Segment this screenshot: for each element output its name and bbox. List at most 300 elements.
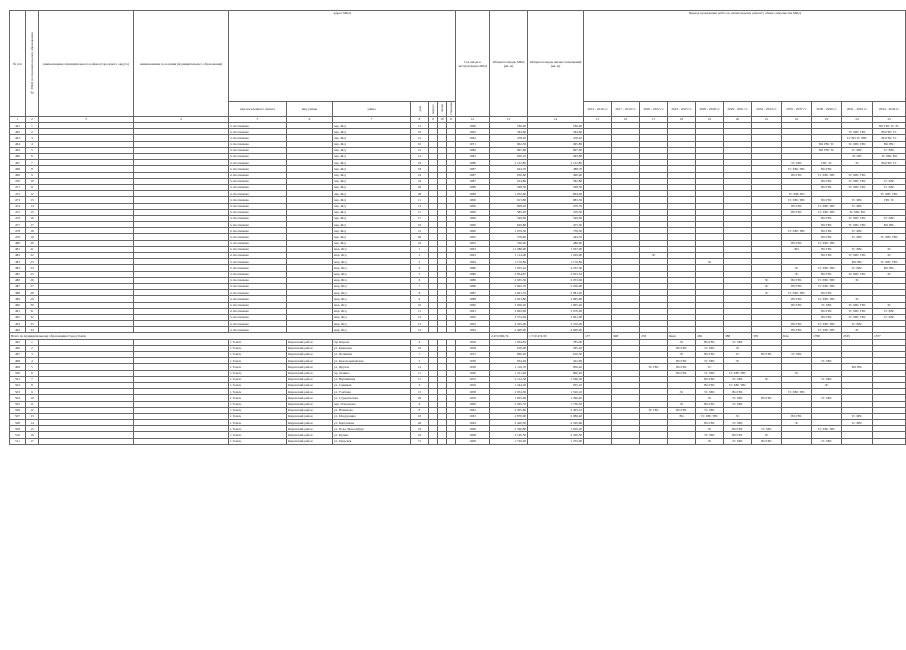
row-period-work: ВО ГВС	[752, 438, 782, 444]
section-total-area: 2 474 900,74	[490, 333, 528, 339]
row-locality: г. Томск	[229, 364, 287, 370]
row-total-area: 2 623,80	[490, 296, 528, 302]
row-period-work: ТС ХВС	[812, 302, 842, 308]
row-street: пер. Ж/д	[333, 191, 411, 197]
row-house: 10	[411, 413, 429, 419]
row-total-area: 2 601,55	[490, 290, 528, 296]
row-year: 1952	[456, 376, 490, 382]
header-settlement: наименование поселения (муниципального образования)	[134, 11, 229, 117]
row-street: пер. Ж/д	[333, 172, 411, 178]
row-house: 2	[411, 253, 429, 259]
row-house: 11	[411, 370, 429, 376]
row-street: ул. Фрунзе	[333, 364, 411, 370]
row-street: ул. Карташова	[333, 420, 411, 426]
row-locality: г. Томск	[229, 352, 287, 358]
row-year: 1986	[456, 283, 490, 289]
section-period-count: 177	[584, 333, 612, 339]
row-period-work: ЭС	[782, 265, 812, 271]
row-period-work: ЭС	[842, 296, 873, 302]
row-period-work: ТС ХВС ТВС	[782, 389, 812, 395]
row-locality: п. Колпашево	[229, 166, 287, 172]
row-street: ул. Красноармейская	[333, 358, 411, 364]
row-locality: п. Колпашево	[229, 147, 287, 153]
row-locality: п. Колпашево	[229, 135, 287, 141]
row-house: 18	[411, 166, 429, 172]
row-period-work: ТС ХВС ТВС	[696, 413, 724, 419]
row-year: 1987	[456, 172, 490, 178]
row-locality: п. Колпашево	[229, 209, 287, 215]
row-number: 491	[10, 308, 26, 314]
row-total-area: 3 420,30	[490, 420, 528, 426]
row-total-area: 2 560,80	[490, 426, 528, 432]
row-period-work: ЭС	[640, 253, 668, 259]
row-period-work: ЭС	[873, 253, 906, 259]
header-period-11: 2044 - 2046 гг.	[873, 102, 906, 117]
row-street: мкр. Ж/д	[333, 271, 411, 277]
row-total-area: 913,80	[490, 197, 528, 203]
row-number: 510	[10, 432, 26, 438]
row-living-area: 470,30	[528, 209, 584, 215]
row-period-work: ЭС	[752, 376, 782, 382]
row-structure	[447, 438, 456, 444]
row-period-work: ТС ХВС	[696, 432, 724, 438]
row-total-area: 1 170,80	[490, 259, 528, 265]
row-period-work: ВО ГВС	[812, 253, 842, 259]
row-year: 1960	[456, 401, 490, 407]
row-locality: п. Колпашево	[229, 240, 287, 246]
row-period-work: ТС ХВС	[696, 358, 724, 364]
row-street: пер. Плеханова	[333, 401, 411, 407]
row-period-work	[782, 438, 812, 444]
row-living-area: 496,90	[528, 172, 584, 178]
row-total-area: 2 834,87	[490, 271, 528, 277]
row-year: 1986	[456, 271, 490, 277]
row-number: 498	[10, 358, 26, 364]
row-total-area: 3 205,80	[490, 407, 528, 413]
column-index-cell: 8	[411, 117, 429, 123]
row-year: 1963	[456, 413, 490, 419]
row-year: 1959	[456, 395, 490, 401]
row-locality: п. Колпашево	[229, 228, 287, 234]
row-year: 1994	[456, 327, 490, 333]
row-period-work: ВО ГВС	[812, 215, 842, 221]
row-period-work: ВО ГВС	[752, 395, 782, 401]
row-street: ул. Студенческая	[333, 395, 411, 401]
row-period-work: ТС ХВС ТВС	[842, 184, 873, 190]
row-year: 1989	[456, 191, 490, 197]
row-living-area: 1 566,30	[528, 376, 584, 382]
row-number: 482	[10, 253, 26, 259]
row-number: 483	[10, 259, 26, 265]
row-total-area: 2 112,50	[490, 376, 528, 382]
row-period-work: ТС ХВС ВО	[873, 154, 906, 160]
row-living-area: 478,20	[528, 135, 584, 141]
row-period-work: ТС ХВС ТВС	[812, 265, 842, 271]
row-number: 461	[10, 123, 26, 129]
row-house: 13	[411, 321, 429, 327]
row-period-work: ВО ГВС	[782, 209, 812, 215]
row-total-area: 644,70	[490, 166, 528, 172]
row-street-type: Кировский район	[287, 370, 333, 376]
row-number: 488	[10, 290, 26, 296]
row-house: 14	[411, 154, 429, 160]
row-living-area: 486,00	[528, 240, 584, 246]
row-street: пр. Кирова	[333, 339, 411, 345]
row-number: 465	[10, 147, 26, 153]
row-period-work: ЭС	[842, 277, 873, 283]
row-locality: г. Томск	[229, 382, 287, 388]
row-period-work: ЭС	[668, 389, 696, 395]
row-period-work: ТС ХВС	[782, 160, 812, 166]
row-mkd-id: 5	[26, 364, 39, 370]
row-year: 1987	[456, 178, 490, 184]
row-locality: п. Колпашево	[229, 302, 287, 308]
row-period-work: ТС ХВС	[842, 420, 873, 426]
row-period-work: ВО ГВС	[668, 370, 696, 376]
row-period-work: ВО ГВС	[782, 296, 812, 302]
row-house: 26	[411, 184, 429, 190]
row-mkd-id: 10	[26, 178, 39, 184]
row-number: 509	[10, 426, 26, 432]
row-year: 1990	[456, 197, 490, 203]
row-locality: п. Колпашево	[229, 178, 287, 184]
column-index-cell: 1	[10, 117, 26, 123]
row-period-work: ВО	[782, 246, 812, 252]
row-locality: п. Колпашево	[229, 314, 287, 320]
row-house: 5	[411, 358, 429, 364]
row-period-work	[842, 438, 873, 444]
row-year: 1964	[456, 259, 490, 265]
column-index-cell: 24	[842, 117, 873, 123]
row-street: пер. Ж/д	[333, 178, 411, 184]
row-period-work: ВО ГВС	[873, 265, 906, 271]
row-locality: п. Колпашево	[229, 321, 287, 327]
row-street-type: Кировский район	[287, 358, 333, 364]
row-period-work: ЭС	[873, 246, 906, 252]
row-mkd-id: 33	[26, 321, 39, 327]
row-number: 469	[10, 172, 26, 178]
row-locality: п. Колпашево	[229, 197, 287, 203]
row-street: мкр. Ж/д	[333, 327, 411, 333]
row-total-area: 2 122,80	[490, 160, 528, 166]
row-period-work: ВО ГВС	[782, 302, 812, 308]
row-locality: г. Томск	[229, 376, 287, 382]
row-year: 1956	[456, 382, 490, 388]
row-number: 501	[10, 376, 26, 382]
row-house: 22	[411, 172, 429, 178]
row-year: 1990	[456, 222, 490, 228]
row-street: пер. Ж/д	[333, 215, 411, 221]
row-total-area: 634,20	[490, 358, 528, 364]
row-total-area: 662,56	[490, 141, 528, 147]
row-street: ул. Тверская	[333, 438, 411, 444]
row-house: 13	[411, 123, 429, 129]
row-mkd-id: 2	[26, 129, 39, 135]
row-living-area: 804,00	[528, 191, 584, 197]
row-period-work: ТС ХВС	[696, 389, 724, 395]
row-house: 6	[411, 401, 429, 407]
row-period-work: ТС ХВС ТВС	[782, 166, 812, 172]
row-year: 1931	[456, 352, 490, 358]
row-period-work: ТС ХВС	[696, 370, 724, 376]
row-period-work: ВО ГВС	[812, 308, 842, 314]
row-locality: г. Томск	[229, 413, 287, 419]
row-total-area: 585,20	[490, 209, 528, 215]
row-house: 17	[411, 376, 429, 382]
row-period-work: ВО ГВС	[812, 228, 842, 234]
row-living-area: 2 086,40	[528, 413, 584, 419]
row-locality: г. Томск	[229, 432, 287, 438]
row-number: 478	[10, 228, 26, 234]
row-total-area: 1 034,85	[490, 339, 528, 345]
row-year: 1990	[456, 209, 490, 215]
header-house: дом	[411, 102, 429, 117]
header-periods-group: Период проведения работ по капитальному ремонту общего имущества МКД	[584, 11, 906, 102]
row-mkd-id: 30	[26, 302, 39, 308]
row-street: ул. Учебная	[333, 389, 411, 395]
row-period-work: ЭС	[842, 327, 873, 333]
row-number: 486	[10, 277, 26, 283]
row-living-area: 463,80	[528, 154, 584, 160]
row-period-work: ТС ХВС	[842, 203, 873, 209]
row-year: 1962	[456, 135, 490, 141]
row-street-type: Кировский район	[287, 407, 333, 413]
row-living-area: 1 730,50	[528, 401, 584, 407]
row-period-work: ВО ГВС	[696, 339, 724, 345]
row-total-area: 610,00	[490, 345, 528, 351]
row-period-work	[584, 438, 612, 444]
row-period-work: ЭС	[752, 432, 782, 438]
row-number: 479	[10, 234, 26, 240]
row-number: 473	[10, 197, 26, 203]
row-period-work: ВО ГВС	[812, 271, 842, 277]
row-total-area: 4 435,00	[490, 321, 528, 327]
row-mkd-id: 8	[26, 382, 39, 388]
row-year: 1987	[456, 290, 490, 296]
row-living-area: 2 520,60	[528, 420, 584, 426]
row-living-area: 683,50	[528, 197, 584, 203]
column-index-cell: 10	[438, 117, 447, 123]
row-year: 1928	[456, 345, 490, 351]
header-letter: литер	[438, 102, 447, 117]
row-period-work: ТС ХВС	[873, 147, 906, 153]
row-house: 20	[411, 234, 429, 240]
header-period-9: 2038 - 2040 гг.	[812, 102, 842, 117]
row-period-work: ВО ГВС	[752, 352, 782, 358]
row-street: мкр. Ж/д	[333, 290, 411, 296]
header-period-5: 2026 - 2028 гг.	[696, 102, 724, 117]
row-year: 1962	[456, 407, 490, 413]
row-living-area: 495,89	[528, 141, 584, 147]
row-living-area: 697,60	[528, 147, 584, 153]
row-house: 3	[411, 382, 429, 388]
row-house: 22	[411, 240, 429, 246]
row-total-area: 2 636,20	[490, 302, 528, 308]
row-number: 502	[10, 382, 26, 388]
row-year: 1987	[456, 166, 490, 172]
row-house: 5	[411, 271, 429, 277]
row-year: 1936	[456, 358, 490, 364]
row-year: 1993	[456, 321, 490, 327]
row-locality: г. Томск	[229, 339, 287, 345]
row-period-work: ЭС	[696, 438, 724, 444]
row-house: 14	[411, 327, 429, 333]
row-number: 463	[10, 135, 26, 141]
row-period-work: ВО ГВС ТС	[812, 141, 842, 147]
row-street: пер. Ж/д	[333, 222, 411, 228]
row-period-work: ТС ХВС	[812, 376, 842, 382]
row-period-work: ВО ГВС	[696, 352, 724, 358]
row-house: 12	[411, 314, 429, 320]
row-period-work: ВО ГВС	[812, 314, 842, 320]
header-period-7: 2032 - 2034 гг.	[752, 102, 782, 117]
row-living-area: 1 170,80	[528, 259, 584, 265]
row-letter	[438, 438, 447, 444]
row-house: 21	[411, 135, 429, 141]
row-house: 4	[411, 339, 429, 345]
row-period-work: ВО ГВС	[812, 290, 842, 296]
row-mkd-id: 10	[26, 395, 39, 401]
section-period-count: Бсм	[782, 333, 812, 339]
row-total-area: 700,00	[490, 240, 528, 246]
row-number: 481	[10, 246, 26, 252]
row-street: ул. Савиных	[333, 382, 411, 388]
row-year: 1958	[456, 389, 490, 395]
header-locality-type: вид населенного пункта	[229, 102, 287, 117]
row-period-work: ВО ГВС ТС	[873, 135, 906, 141]
row-period-work: ТС ХВС	[842, 321, 873, 327]
row-mkd-id: 5	[26, 147, 39, 153]
row-period-work: ТС ХВС	[842, 234, 873, 240]
header-address-group: Адрес МКД	[229, 11, 456, 102]
row-period-work: ВО ГВС ТС	[873, 129, 906, 135]
row-total-area: 630,10	[490, 154, 528, 160]
header-period-8: 2035 - 2037 гг.	[782, 102, 812, 117]
column-index-cell: 23	[812, 117, 842, 123]
row-number: 468	[10, 166, 26, 172]
row-number: 472	[10, 191, 26, 197]
row-house: 13	[411, 203, 429, 209]
row-total-area: 1 835,60	[490, 395, 528, 401]
row-house: 6	[411, 277, 429, 283]
row-period-work: ТС ХВС ТВС	[812, 240, 842, 246]
row-street: мкр. Ж/д	[333, 253, 411, 259]
row-total-area: 568,30	[490, 184, 528, 190]
row-period-work: ВО ГВС	[668, 345, 696, 351]
row-living-area: 2 025,32	[528, 271, 584, 277]
row-house: 4	[411, 265, 429, 271]
row-street: мкр. Ж/д	[333, 283, 411, 289]
row-locality: п. Колпашево	[229, 160, 287, 166]
header-building: корпус	[429, 102, 438, 117]
row-number: 471	[10, 184, 26, 190]
row-street: пер. Ж/д	[333, 129, 411, 135]
row-total-area: 478,20	[490, 135, 528, 141]
row-living-area: 568,30	[528, 184, 584, 190]
row-living-area: 395,20	[528, 345, 584, 351]
column-index-cell: 18	[668, 117, 696, 123]
row-number: 493	[10, 321, 26, 327]
row-total-area: 897,60	[490, 147, 528, 153]
row-locality: п. Колпашево	[229, 141, 287, 147]
row-mkd-id: 26	[26, 277, 39, 283]
row-living-area: 890,20	[528, 370, 584, 376]
row-year: 1992	[456, 234, 490, 240]
row-period-work: ВО ГВС	[812, 197, 842, 203]
row-year: 1989	[456, 184, 490, 190]
row-period-work	[668, 438, 696, 444]
row-period-work: ЭС ГВС	[640, 407, 668, 413]
row-living-area: 488,70	[528, 166, 584, 172]
row-mkd-id: 29	[26, 296, 39, 302]
row-total-area: 3 140,50	[490, 432, 528, 438]
row-street: пер. Ж/д	[333, 160, 411, 166]
section-living-area: 1 710 474,33	[528, 333, 584, 339]
row-year: 1940	[456, 370, 490, 376]
row-locality: г. Томск	[229, 370, 287, 376]
row-period-work: ТС ХВС ТВС	[842, 215, 873, 221]
column-index-cell: 7	[333, 117, 411, 123]
row-year: 1986	[456, 277, 490, 283]
row-house: 10	[411, 141, 429, 147]
row-living-area: 758,30	[528, 228, 584, 234]
row-locality: г. Томск	[229, 358, 287, 364]
row-number: 495	[10, 339, 26, 345]
row-period-work: ЭС	[873, 302, 906, 308]
row-number: 485	[10, 271, 26, 277]
row-street-type: Кировский район	[287, 420, 333, 426]
row-street: пер. Ж/д	[333, 166, 411, 172]
row-street: пер. Ж/д	[333, 135, 411, 141]
row-period-work: ВО ГВС	[724, 426, 752, 432]
row-period-work: ВО ГВС	[812, 246, 842, 252]
row-living-area: 2 320,30	[528, 432, 584, 438]
row-period-work: ТС ХВС ТВС	[842, 308, 873, 314]
row-mkd-id: 12	[26, 191, 39, 197]
row-period-work: ВО ГВС	[842, 259, 873, 265]
row-number: 475	[10, 209, 26, 215]
row-living-area: 475,50	[528, 222, 584, 228]
row-period-work: ЭС	[724, 413, 752, 419]
row-house: 28	[411, 191, 429, 197]
header-district: наименование муниципального района (городского округа)	[39, 11, 134, 117]
row-period-work: ТС ХВС ТВС	[842, 314, 873, 320]
row-mkd-id: 21	[26, 246, 39, 252]
row-total-area: 608,20	[490, 203, 528, 209]
row-living-area: 2 030,00	[528, 283, 584, 289]
row-living-area: 2 403,10	[528, 407, 584, 413]
row-living-area: 2 053,00	[528, 277, 584, 283]
row-total-area: 1 311,40	[490, 370, 528, 376]
row-period-work: ТС ХВС ВО	[782, 191, 812, 197]
row-period-work: ЭС	[782, 370, 812, 376]
row-living-area: 1 520,10	[528, 389, 584, 395]
row-period-work: ТС ХВС ТВС	[842, 141, 873, 147]
row-period-work: ТС ХВС ТВС	[812, 277, 842, 283]
row-living-area: 364,60	[528, 129, 584, 135]
row-house: 22	[411, 432, 429, 438]
row-period-work: ВО ГВС	[668, 358, 696, 364]
row-street: мкр. Ж/д	[333, 259, 411, 265]
row-year: 1993	[456, 240, 490, 246]
row-street: пер. Ж/д	[333, 141, 411, 147]
row-mkd-id: 16	[26, 432, 39, 438]
row-house: 19	[411, 129, 429, 135]
row-street-type: Кировский район	[287, 401, 333, 407]
row-period-work: ТС ХВС	[873, 308, 906, 314]
row-mkd-id: 9	[26, 172, 39, 178]
row-mkd-id: 24	[26, 265, 39, 271]
